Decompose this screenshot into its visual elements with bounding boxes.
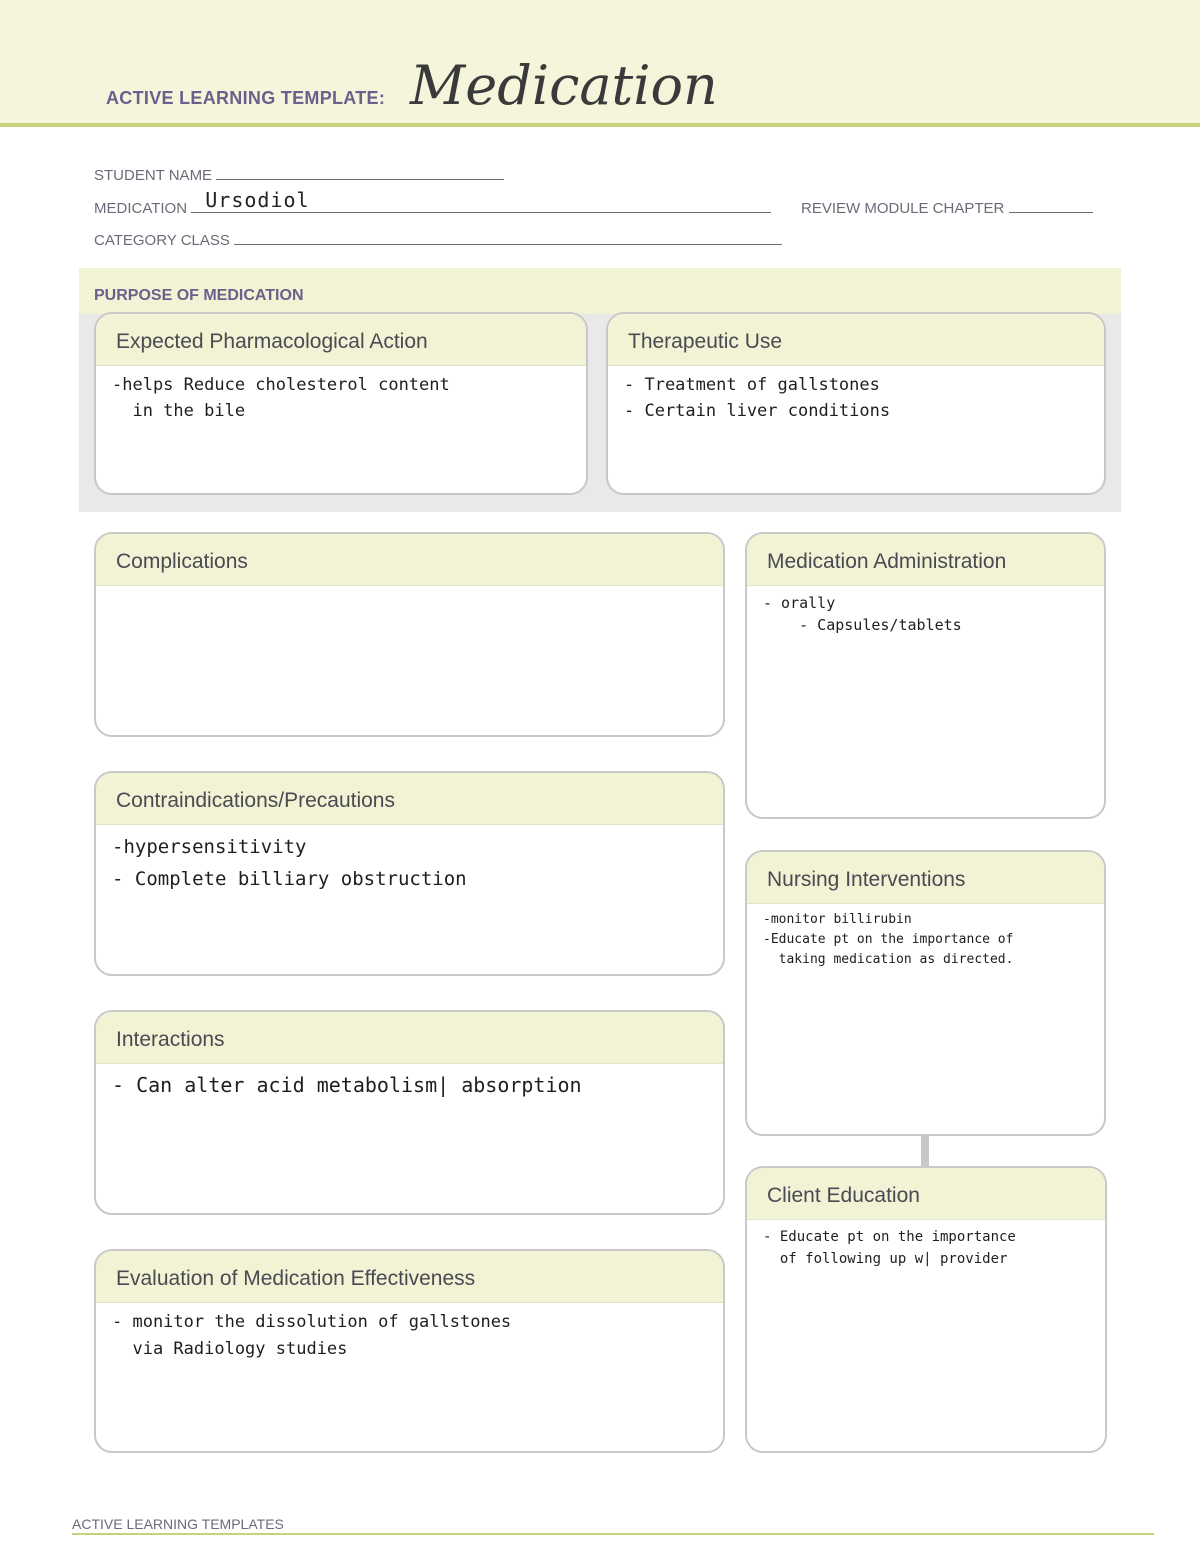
medication-field[interactable] xyxy=(94,188,771,217)
nursing-interventions-title: Nursing Interventions xyxy=(747,852,1104,904)
page-title: Medication xyxy=(410,54,718,117)
medication-label: MEDICATION xyxy=(94,200,188,217)
interactions-title: Interactions xyxy=(96,1012,723,1064)
review-chapter-label: REVIEW MODULE CHAPTER xyxy=(801,200,1005,217)
client-education-line: - Educate pt on the importance xyxy=(763,1229,1016,1245)
evaluation-line: via Radiology studies xyxy=(112,1339,348,1359)
contraindications-box xyxy=(94,771,725,976)
medication-administration-box xyxy=(745,532,1106,819)
review-chapter-field[interactable] xyxy=(801,198,1093,217)
evaluation-box xyxy=(94,1249,725,1453)
interactions-line: - Can alter acid metabolism| absorption xyxy=(112,1073,582,1097)
expected-action-line: in the bile xyxy=(112,401,246,421)
expected-action-box xyxy=(94,312,588,495)
client-education-title: Client Education xyxy=(747,1168,1105,1220)
interactions-box xyxy=(94,1010,725,1215)
contraindications-content[interactable] xyxy=(96,825,723,895)
footer-divider xyxy=(72,1533,1154,1535)
student-name-label: STUDENT NAME xyxy=(94,167,213,184)
expected-action-title: Expected Pharmacological Action xyxy=(96,314,586,366)
therapeutic-use-title: Therapeutic Use xyxy=(608,314,1104,366)
category-class-line xyxy=(234,230,782,245)
category-class-label: CATEGORY CLASS xyxy=(94,232,230,249)
medication-administration-content[interactable] xyxy=(747,586,1104,636)
nursing-interventions-content[interactable] xyxy=(747,904,1104,970)
complications-box xyxy=(94,532,725,737)
medication-line xyxy=(191,188,771,213)
header-divider xyxy=(0,123,1200,127)
contraindications-line: - Complete billiary obstruction xyxy=(112,868,467,890)
client-education-content[interactable] xyxy=(747,1220,1105,1270)
medication-administration-line: - Capsules/tablets xyxy=(763,616,962,634)
contraindications-title: Contraindications/Precautions xyxy=(96,773,723,825)
evaluation-content[interactable] xyxy=(96,1303,723,1363)
therapeutic-use-line: - Treatment of gallstones xyxy=(624,375,880,395)
contraindications-line: -hypersensitivity xyxy=(112,836,307,858)
nursing-interventions-box xyxy=(745,850,1106,1136)
student-name-field[interactable] xyxy=(94,165,504,184)
therapeutic-use-content[interactable] xyxy=(608,366,1104,424)
review-chapter-line xyxy=(1009,198,1093,213)
medication-value: Ursodiol xyxy=(205,188,310,212)
purpose-label: PURPOSE OF MEDICATION xyxy=(94,287,304,304)
student-name-line xyxy=(216,165,504,180)
nursing-interventions-line: -monitor billirubin xyxy=(763,912,912,927)
medication-administration-title: Medication Administration xyxy=(747,534,1104,586)
client-education-box xyxy=(745,1166,1107,1453)
evaluation-title: Evaluation of Medication Effectiveness xyxy=(96,1251,723,1303)
expected-action-content[interactable] xyxy=(96,366,586,424)
nursing-interventions-line: -Educate pt on the importance of xyxy=(763,932,1014,947)
therapeutic-use-box xyxy=(606,312,1106,495)
evaluation-line: - monitor the dissolution of gallstones xyxy=(112,1312,512,1332)
nursing-interventions-line: taking medication as directed. xyxy=(763,952,1014,967)
client-education-line: of following up w| provider xyxy=(763,1251,1008,1267)
expected-action-line: -helps Reduce cholesterol content xyxy=(112,375,450,395)
interactions-content[interactable] xyxy=(96,1064,723,1100)
template-label: ACTIVE LEARNING TEMPLATE: xyxy=(106,88,386,108)
connector-bar xyxy=(921,1134,929,1166)
therapeutic-use-line: - Certain liver conditions xyxy=(624,401,891,421)
footer-label: ACTIVE LEARNING TEMPLATES xyxy=(72,1516,284,1532)
medication-administration-line: - orally xyxy=(763,594,836,612)
complications-title: Complications xyxy=(96,534,723,586)
category-class-field[interactable] xyxy=(94,230,782,249)
complications-content[interactable] xyxy=(96,586,723,592)
